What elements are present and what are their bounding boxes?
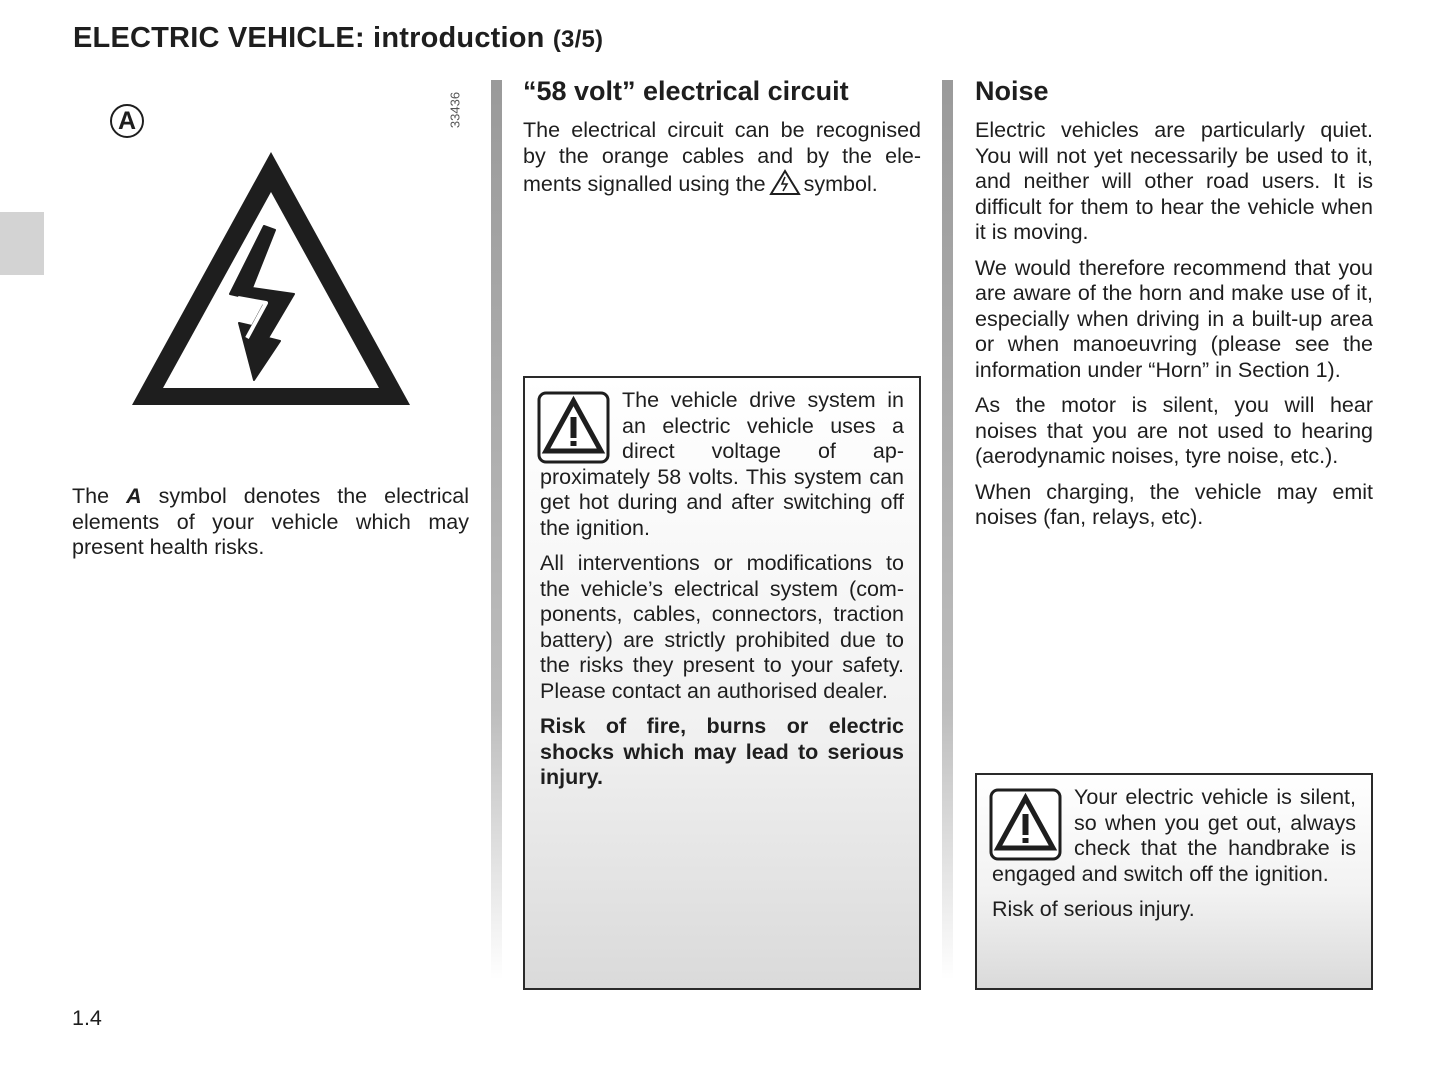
voltage-warning-risk: Risk of fire, burns or electric shocks which may lead to serious injury. xyxy=(540,714,904,789)
figure-reference-number: 33436 xyxy=(447,91,463,129)
warning-icon xyxy=(537,391,610,464)
noise-paragraph: When charging, the vehicle may emit noises (fan, relays, etc). xyxy=(975,479,1373,529)
figure-caption-symbol: A xyxy=(126,484,142,508)
silent-vehicle-warning-text: Your electric vehicle is silent, so when you get out, always check that the handbrake is engaged and switch off the ignition. xyxy=(992,785,1356,886)
inline-high-voltage-icon xyxy=(769,169,801,196)
noise-paragraph: We would therefore recommend that you are aware of the horn and make use of it, especially when driving in a built-up area or when manoeuvring (please see the information under “Horn” in Section 1). xyxy=(975,255,1373,382)
warning-icon xyxy=(989,788,1062,861)
voltage-warning-box xyxy=(523,376,921,990)
silent-vehicle-warning-box xyxy=(975,773,1373,990)
noise-paragraph: As the motor is silent, you will hear noises that you are not used to hearing (aerodynamic noises, tyre noise, etc.). xyxy=(975,393,1373,468)
figure-label-letter: A xyxy=(117,107,137,135)
figure-caption-prefix: The xyxy=(72,484,110,508)
section-side-tab xyxy=(0,212,44,275)
high-voltage-warning-icon xyxy=(128,148,414,410)
figure-caption-text: symbol denotes the electrical elements of your vehicle which may present health risks. xyxy=(72,484,469,559)
figure-reference xyxy=(440,88,470,132)
circuit-section xyxy=(523,74,921,208)
page-title-main: ELECTRIC VEHICLE: introduction xyxy=(73,22,545,54)
noise-section-heading: Noise xyxy=(975,76,1049,106)
figure-label-marker xyxy=(110,104,144,138)
page-title-suffix: (3/5) xyxy=(552,26,604,53)
figure-caption xyxy=(72,484,469,561)
column-divider xyxy=(491,80,502,980)
column-divider xyxy=(942,80,953,980)
voltage-warning-text: The vehicle drive system in an electric vehicle uses a direct voltage of approximately 58 volts. This system can get hot during and after switching off the ignition. xyxy=(540,388,904,540)
circuit-section-heading: “58 volt” electrical circuit xyxy=(523,76,849,106)
silent-vehicle-warning-risk: Risk of serious injury. xyxy=(992,897,1195,921)
page-number: 1.4 xyxy=(72,1006,102,1030)
circuit-section-intro xyxy=(523,118,921,198)
noise-paragraph: Electric vehicles are particularly quiet. You will not yet necessarily be used to it, and neither will other road users. It is difficult for them to hear the vehicle when it is moving. xyxy=(975,118,1373,244)
circuit-intro-text-end: symbol. xyxy=(803,172,878,196)
page-title xyxy=(73,22,603,55)
circuit-intro-text: The electrical circuit can be recognised by the orange cables and by the elements signalled using the xyxy=(523,118,921,196)
voltage-warning-text: All interventions or modifications to the vehicle’s electrical system (components, cables, connectors, traction battery) are strictly prohibited due to the risks they present to your safety. Please contact an authorised dealer. xyxy=(540,551,904,703)
noise-section xyxy=(975,74,1373,541)
